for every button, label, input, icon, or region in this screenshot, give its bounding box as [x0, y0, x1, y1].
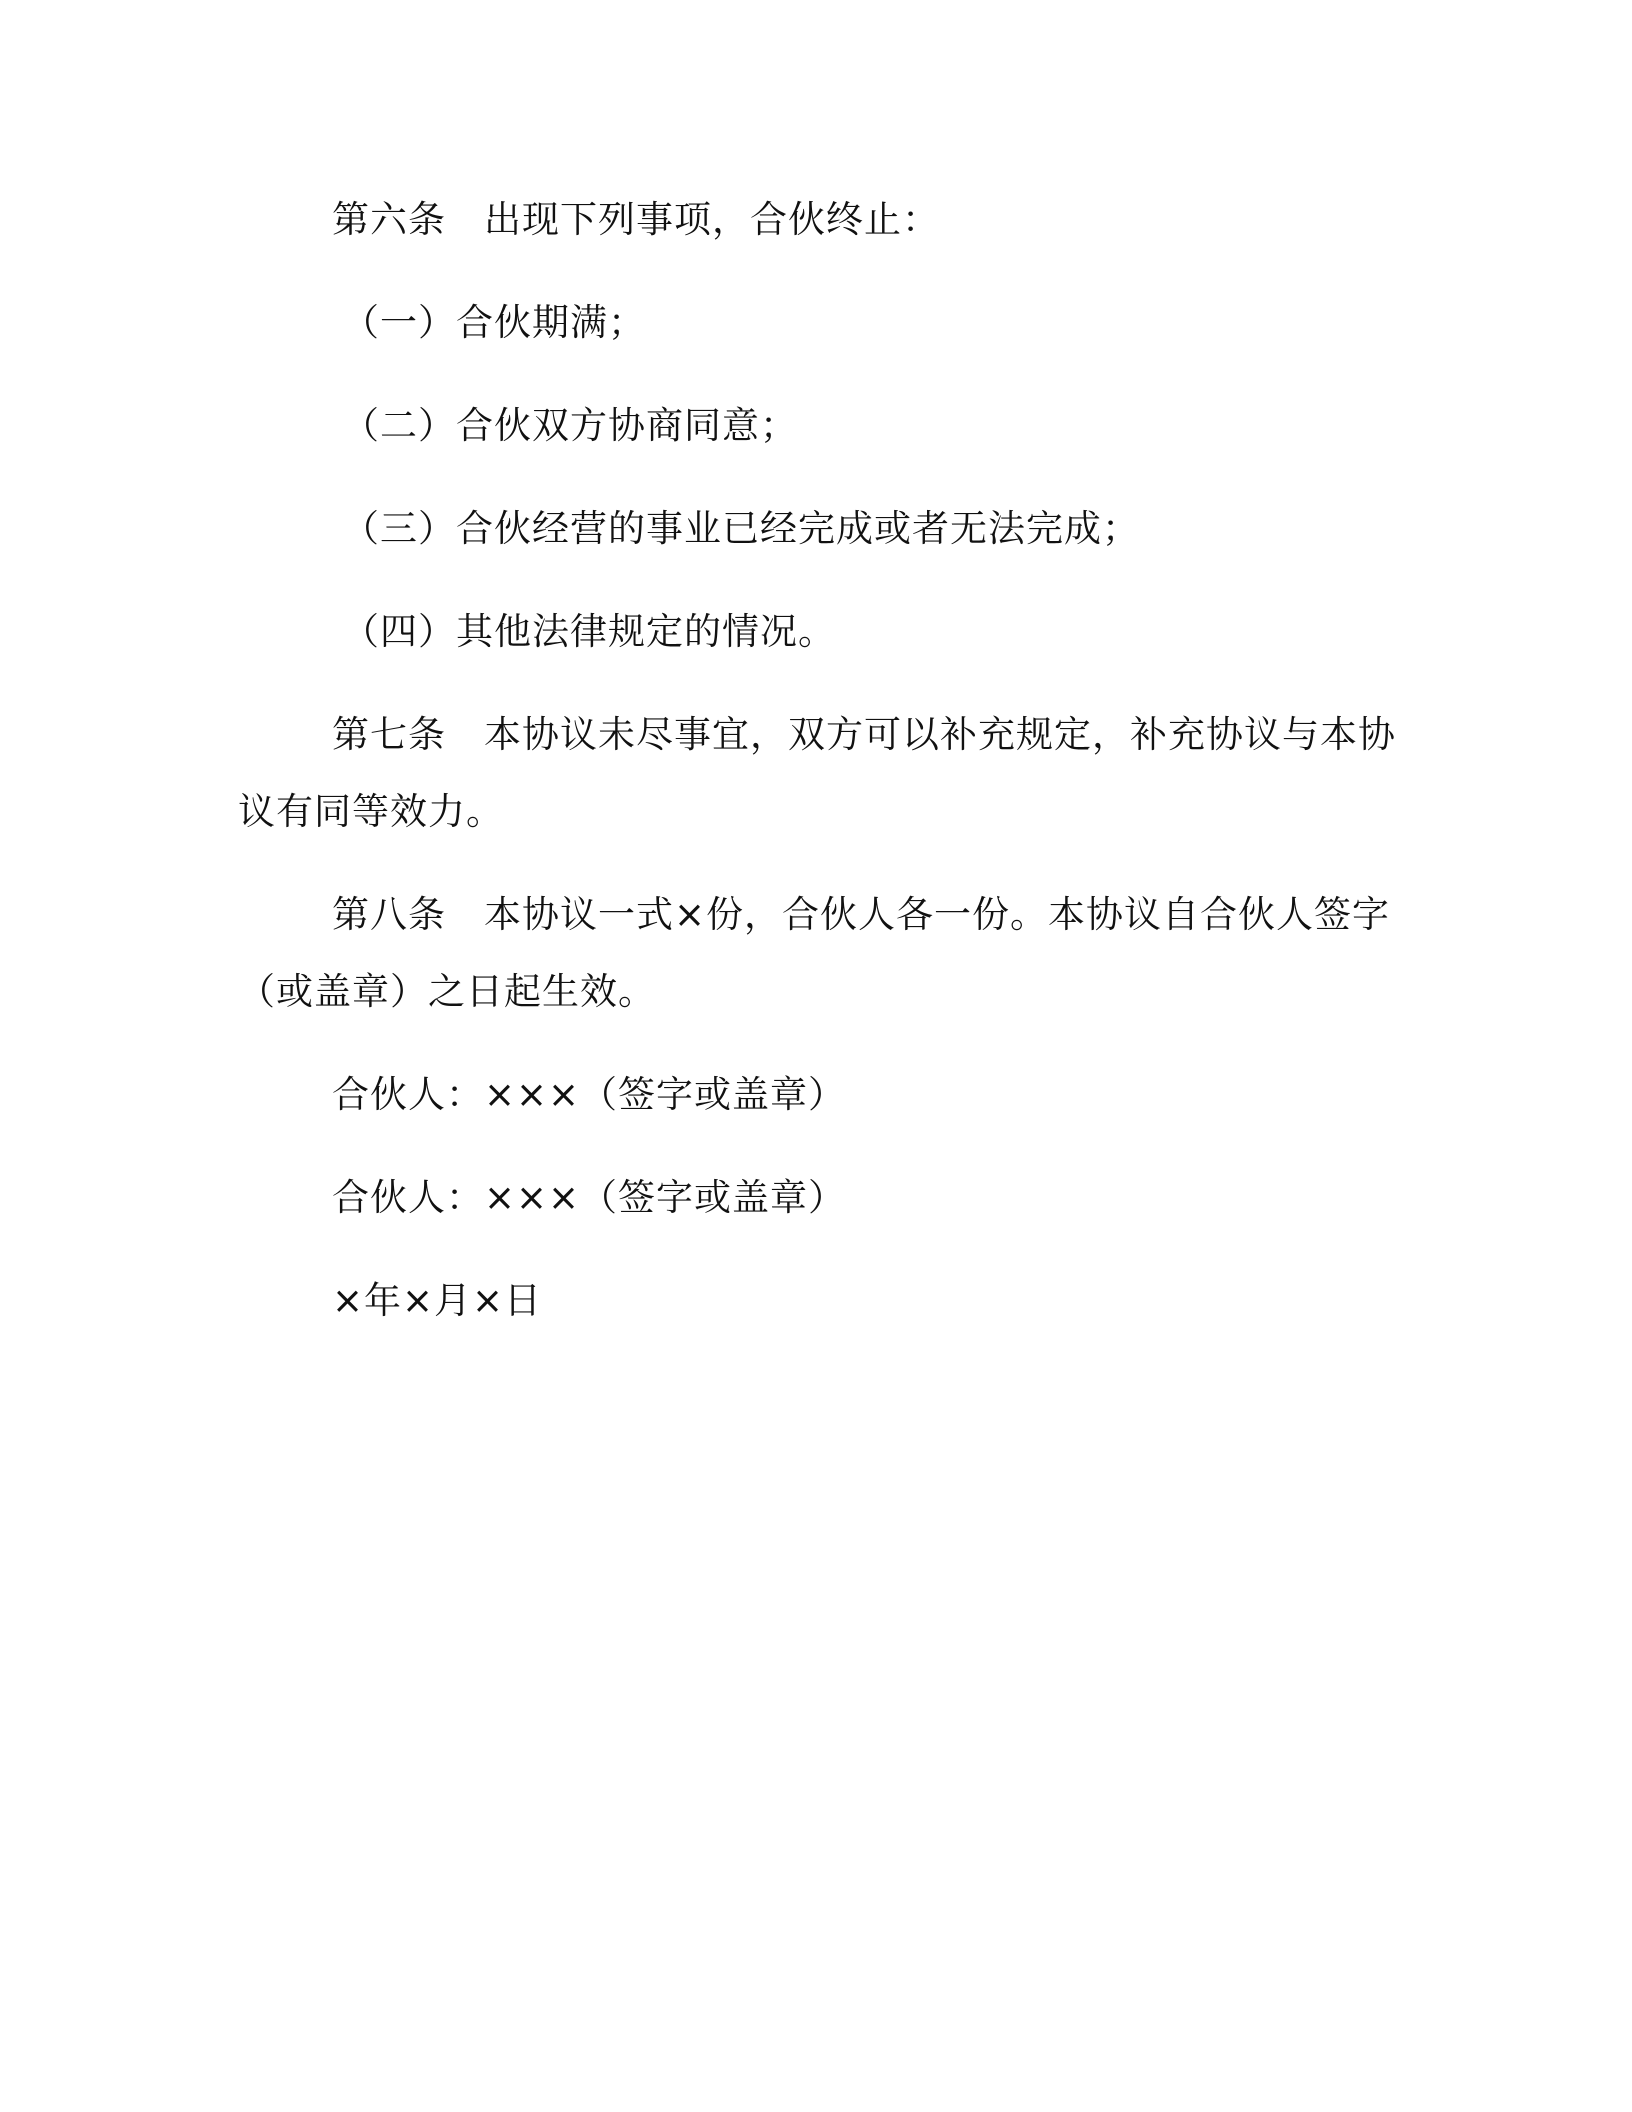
article-6-line: [332, 194, 940, 246]
signature-line-1: 合伙人：×××（签字或盖章）: [332, 1073, 847, 1116]
termination-item-2: （二）合伙双方协商同意；: [342, 404, 798, 447]
article-6-heading: 第六条: [332, 198, 446, 241]
article-8-text-1: 本协议一式×份，合伙人各一份。本协议自合伙人签字: [484, 893, 1391, 936]
article-8-line-2: （或盖章）之日起生效。: [238, 970, 656, 1013]
article-7-text-1: 本协议未尽事宜，双方可以补充规定，补充协议与本协: [484, 713, 1396, 756]
date-line: ×年×月×日: [332, 1279, 543, 1322]
article-8-line-1: [332, 889, 1390, 941]
signature-line-2: 合伙人：×××（签字或盖章）: [332, 1176, 847, 1219]
article-7-line-2: 议有同等效力。: [238, 790, 504, 833]
article-6-text: 出现下列事项，合伙终止：: [484, 198, 940, 241]
termination-item-4: （四）其他法律规定的情况。: [342, 610, 836, 653]
article-7-heading: 第七条: [332, 713, 446, 756]
article-8-heading: 第八条: [332, 893, 446, 936]
article-7-line-1: [332, 709, 1396, 761]
termination-item-3: （三）合伙经营的事业已经完成或者无法完成；: [342, 507, 1140, 550]
termination-item-1: （一）合伙期满；: [342, 301, 646, 344]
